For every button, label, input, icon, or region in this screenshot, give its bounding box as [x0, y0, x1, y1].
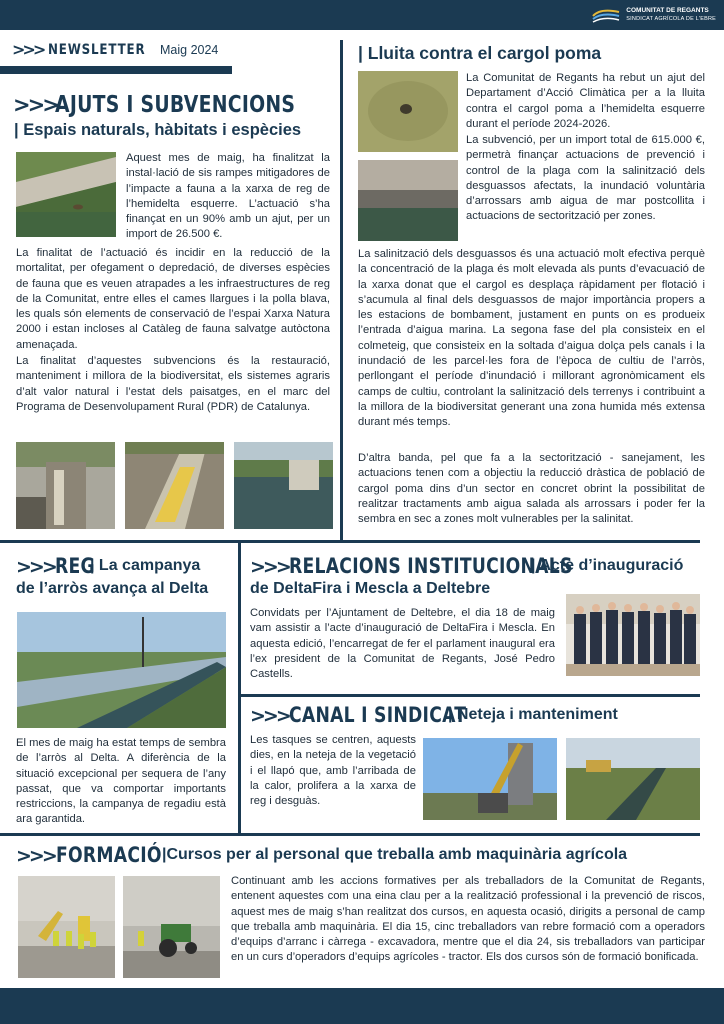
- chevron-icon: >>>: [16, 845, 55, 867]
- canal-photo: [234, 442, 333, 529]
- relacions-paragraph-1: Convidats per l’Ajuntament de Deltebre, el dia 18 de maig vam assistir a l’acte d’inauguració de DeltaFira i Mescla. En aquesta edició, l’encarregat de fer el parlament inaugural era l’ex president de la Comunitat de Regants, José Pedro Castells.: [250, 607, 555, 681]
- section-divider: [0, 540, 700, 543]
- relacions-title: RELACIONS INSTITUCIONALS: [289, 554, 573, 578]
- bottom-banner: [0, 988, 724, 1024]
- cargol-paragraph-2: La subvenció, per un import total de 615.000 €, permetrà finançar actuacions de prevenció i control de la plaga com la salinització dels desguassos afectats, la inundació voluntària d’arrossars amb aigua de mar postcollita i actuacions de sectorització per zones.: [466, 134, 705, 223]
- cargol-paragraph-4: D’altra banda, pel que fa a la sectorització - sanejament, les actuacions tenen com a objectiu la reducció dràstica de població de cargol poma dins d’un sector en concret obrint la possibilitat de realitzar tractaments amb aigua salada als arrossars i poder fer la sembra en sec a zones molt vulnerables per la salinitat.: [358, 452, 705, 526]
- canal-paragraph-1: Les tasques se centren, aquests dies, en la neteja de la vegetació i el llapó que, amb l’arribada de la calor, prolifera a la xarxa de reg i desguàs.: [250, 734, 416, 808]
- reg-subtitle-b: de l’arròs avança al Delta: [16, 580, 209, 597]
- chevron-icon: >>>: [13, 93, 57, 117]
- wave-logo-icon: [592, 6, 620, 24]
- relacions-subtitle-b: de DeltaFira i Mescla a Deltebre: [250, 580, 491, 597]
- formacio-subtitle: |Cursos per al personal que treballa amb maquinària agrícola: [162, 846, 628, 863]
- canal-cleaning-photo: [566, 738, 700, 820]
- formacio-title: FORMACIÓ: [56, 843, 162, 867]
- relacions-subtitle-a: | Acte d’inauguració: [531, 557, 684, 574]
- canal-subtitle: | Neteja i manteniment: [448, 706, 618, 723]
- ajuts-paragraph-3: La finalitat d’aquestes subvencions és la restauració, manteniment i millora de la biodiversitat, els sistemes agraris d’alt valor natural i l’estat dels paisatges, en el marc del Programa de Desenvolupament Rural (PDR) de Catalunya.: [16, 355, 330, 413]
- logo-line1: COMUNITAT DE REGANTS: [626, 7, 709, 14]
- reg-paragraph-1: El mes de maig ha estat temps de sembra de l’arròs al Delta. A diferència de la situació excepcional per sequera de l’any passat, que va comportar importants restriccions, la campanya de regadiu està ara garantida.: [16, 737, 226, 826]
- chevron-icon: >>>: [12, 40, 44, 59]
- chevron-icon: >>>: [250, 705, 289, 727]
- chevron-icon: >>>: [250, 556, 289, 578]
- column-divider: [340, 40, 343, 540]
- cargol-paragraph-1: La Comunitat de Regants ha rebut un ajut del Departament d’Acció Climàtica per a la lluita contra el cargol poma a l’hemidelta esquerre durant el període 2024-2026.: [466, 72, 705, 130]
- training-tractor-photo: [123, 876, 220, 978]
- ajuts-title: AJUTS I SUBVENCIONS: [55, 92, 296, 118]
- logo: [592, 4, 716, 26]
- snail-photo: [358, 71, 458, 152]
- newsletter-header: [12, 40, 232, 64]
- excavator-photo: [423, 738, 557, 820]
- ramp-photo-1: [16, 442, 115, 529]
- formacio-paragraph-1: Continuant amb les accions formatives per als treballadors de la Comunitat de Regants, entenent aquestes com una eina clau per a la realització professional i la prevenció de riscos, aquest mes de maig s’han realitzat dos cursos, en aquesta ocasió, dirigits a personal de camp que treballa amb maquinària. El dia 15, cinc treballadors van rebre formació com a operadors d’equips d’arranc i càrrega - excavadora, mentre que el dia 24, sis treballadors van participar en un curs d’operadors d’equips agrícoles - tractor. Els dos cursos són de formació bonificada.: [231, 875, 705, 964]
- section-divider-2: [241, 694, 700, 697]
- top-banner: [0, 0, 724, 30]
- cargol-paragraph-3: La salinització dels desguassos és una actuació molt efectiva perquè la concentració de la plaga és molt elevada als punts d’evacuació de la xarxa donat que el cargol es desplaça ràpidament per flotació i s’acumula al final dels desguassos de major importància propers a les estacions de bombament, justament en punts on es produeix l’entrada d’aigua marina. La segona fase del pla consisteix en el colmeteig, que consisteix en la soltada d’aigua dolça pels canals i la inundació de les parcel·les fora de l’època de cultiu de l’arròs, perllongant el període d’inundació i millorant agronòmicament els camps de cultiu, controlant la salinització dels terrenys i contribuint a la millora de la biodiversitat generant una zona humida més extensa durant més temps.: [358, 248, 705, 429]
- rice-field-photo: [17, 612, 226, 728]
- column-divider-2: [238, 543, 241, 833]
- canal-title: CANAL I SINDICAT: [289, 703, 467, 727]
- newsletter-label: NEWSLETTER: [48, 42, 146, 58]
- section-divider-3: [0, 833, 700, 836]
- inauguration-group-photo: [566, 594, 700, 676]
- newsletter-underline: [0, 66, 232, 74]
- cargol-title: | Lluita contra el cargol poma: [358, 43, 602, 63]
- reg-subtitle-a: | La campanya: [90, 557, 201, 574]
- chevron-icon: >>>: [16, 556, 55, 578]
- ramp-photo-2: [125, 442, 224, 529]
- drain-photo: [358, 160, 458, 241]
- ajuts-paragraph-2: La finalitat de l’actuació és incidir en la reducció de la mortalitat, per ofegament o depredació, de diverses espècies de fauna que es veuen atrapades a les infraestructures de reg de la Comunitat, entre elles el cames llargues i la polla blava, les quals són elements de conservació de l’espai Xarxa Natura 2000 i estan incloses al Catàleg de fauna salvatge autòctona amenaçada.: [16, 247, 330, 351]
- ajuts-subtitle: | Espais naturals, hàbitats i espècies: [14, 121, 302, 139]
- duck-canal-photo: [16, 152, 116, 237]
- logo-line2: SINDICAT AGRÍCOLA DE L'EBRE: [626, 16, 716, 22]
- reg-title: REG: [55, 554, 95, 578]
- ajuts-paragraph-1: Aquest mes de maig, ha finalitzat la instal·lació de sis rampes mitigadores de l’impacte a fauna a la xarxa de reg de l’hemidelta esquerre. L’actuació s’ha finançat en un 90% amb un ajut, per un import de 26.500 €.: [126, 152, 330, 241]
- newsletter-date: Maig 2024: [160, 43, 219, 57]
- training-excavator-photo: [18, 876, 115, 978]
